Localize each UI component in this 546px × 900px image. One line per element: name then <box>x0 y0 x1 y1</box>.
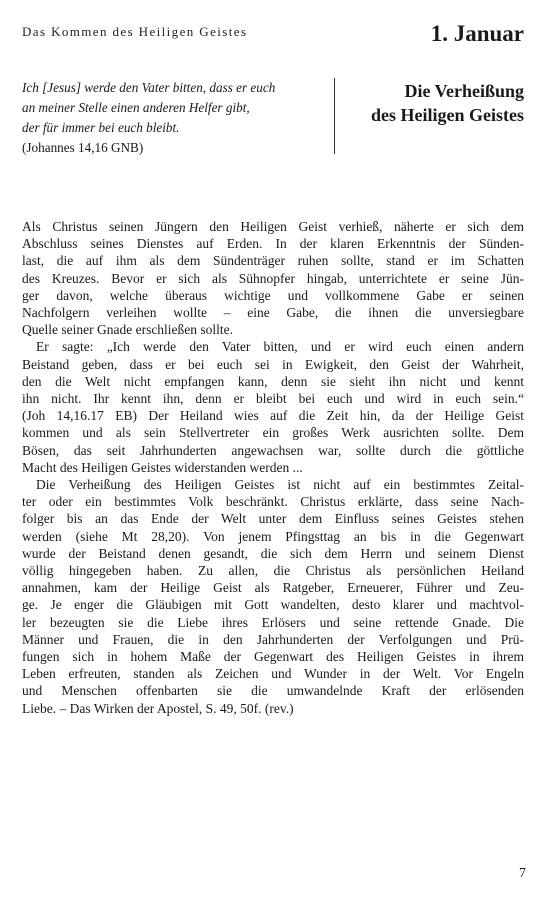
body-line: Liebe. – Das Wirken der Apostel, S. 49, 50f. (rev.) <box>22 700 294 716</box>
body-line: Er sagte: „Ich werde den Vater bitten, und er wird euch einen andern <box>36 339 524 355</box>
body-line: Die Verheißung des Heiligen Geistes ist nicht auf ein bestimmtes Zeital- <box>36 477 524 493</box>
body-line: Als Christus seinen Jüngern den Heiligen Geist verhieß, näherte er sich dem <box>22 219 524 234</box>
body-line: und Menschen offenbarten sie die umwandelnde Kraft der erlösenden <box>22 683 524 699</box>
scripture-quote <box>22 78 322 158</box>
body-line: Bösen, das seit Jahrhunderten angewachsen war, sollte durch die göttliche <box>22 442 524 458</box>
body-line: Quelle seiner Gnade erschließen sollte. <box>22 322 234 338</box>
body-line: ge. Je enger die Gläubigen mit Gott wandelten, desto klarer und machtvol- <box>22 597 524 613</box>
running-header: Das Kommen des Heiligen Geistes <box>22 24 248 39</box>
body-line: annahmen, kam der Heilige Geist als Ratgeber, Erneuerer, Führer und Zeu- <box>22 580 524 596</box>
body-line: Leben erfreuten, standen als Zeichen und Wunder in der Welt. Vor Engeln <box>22 666 524 682</box>
verse-line: der für immer bei euch bleibt. <box>22 120 180 135</box>
body-line: werden (siehe Mt 28,20). Von jenem Pfingsttag an bis in die Gegenwart <box>22 528 524 544</box>
body-line: ler bezeugten sie die Liebe ihres Erlösers und seine rettende Gnade. Die <box>22 614 524 630</box>
body-line: fungen sich in hohem Maße der Gegenwart des Heiligen Geistes in ihrem <box>22 649 524 665</box>
page-number: 7 <box>519 866 526 881</box>
title-line: des Heiligen Geistes <box>371 105 524 125</box>
body-line: Männer und Frauen, die in den Jahrhunderten der Verfolgungen und Prü- <box>22 631 524 647</box>
body-line: ter oder ein bestimmtes Volk beschränkt. Christus erklärte, dass seine Nach- <box>22 494 524 510</box>
body-line: ger davon, welche überaus wichtige und vollkommene Gabe er seinen <box>22 287 524 303</box>
body-line: den die Welt nicht empfangen kann, denn sie sieht ihn nicht und kennt <box>22 373 524 389</box>
verse-line: an meiner Stelle einen anderen Helfer gibt, <box>22 100 250 115</box>
body-line: Beistand geben, dass er bei euch sei in Ewigkeit, den Geist der Wahrheit, <box>22 356 524 372</box>
body-line: folger bis an das Ende der Welt unter dem Einfluss seines Geistes stehen <box>22 511 524 527</box>
body-text <box>22 218 524 717</box>
body-line: ihn nicht. Ihr kennt ihn, denn er bleibt bei euch und wird in euch sein.“ <box>22 391 524 407</box>
verse-line: Ich [Jesus] werde den Vater bitten, dass er euch <box>22 80 276 95</box>
body-line: Nachfolgern verleihen wollte – eine Gabe, die ihnen die unversiegbare <box>22 305 524 321</box>
devotional-title <box>334 79 524 127</box>
body-line: last, die auf ihm als dem Sündenträger ruhen sollte, stand er im Schatten <box>22 253 524 269</box>
page-date: 1. Januar <box>430 21 524 46</box>
body-line: (Joh 14,16.17 EB) Der Heiland wies auf die Zeit hin, da der Heilige Geist <box>22 408 524 424</box>
body-line: kommen und als sein Stellvertreter ein großes Werk ausrichten sollte. Dem <box>22 425 524 441</box>
verse-reference: (Johannes 14,16 GNB) <box>22 140 144 155</box>
title-line: Die Verheißung <box>404 81 524 101</box>
body-line: Abschluss seines Dienstes auf Erden. In der klaren Erkenntnis der Sünden- <box>22 236 524 252</box>
body-line: Macht des Heiligen Geistes widerstanden werden ... <box>22 459 303 475</box>
body-line: wurde der Beistand denen gesandt, die sich dem Herrn und seinem Dienst <box>22 545 524 561</box>
body-line: völlig hingegeben haben. Zu allen, die Christus als persönlichen Heiland <box>22 563 524 579</box>
body-line: des Kreuzes. Bevor er sich als Sühnopfer hingab, unterrichtete er seine Jün- <box>22 270 524 286</box>
